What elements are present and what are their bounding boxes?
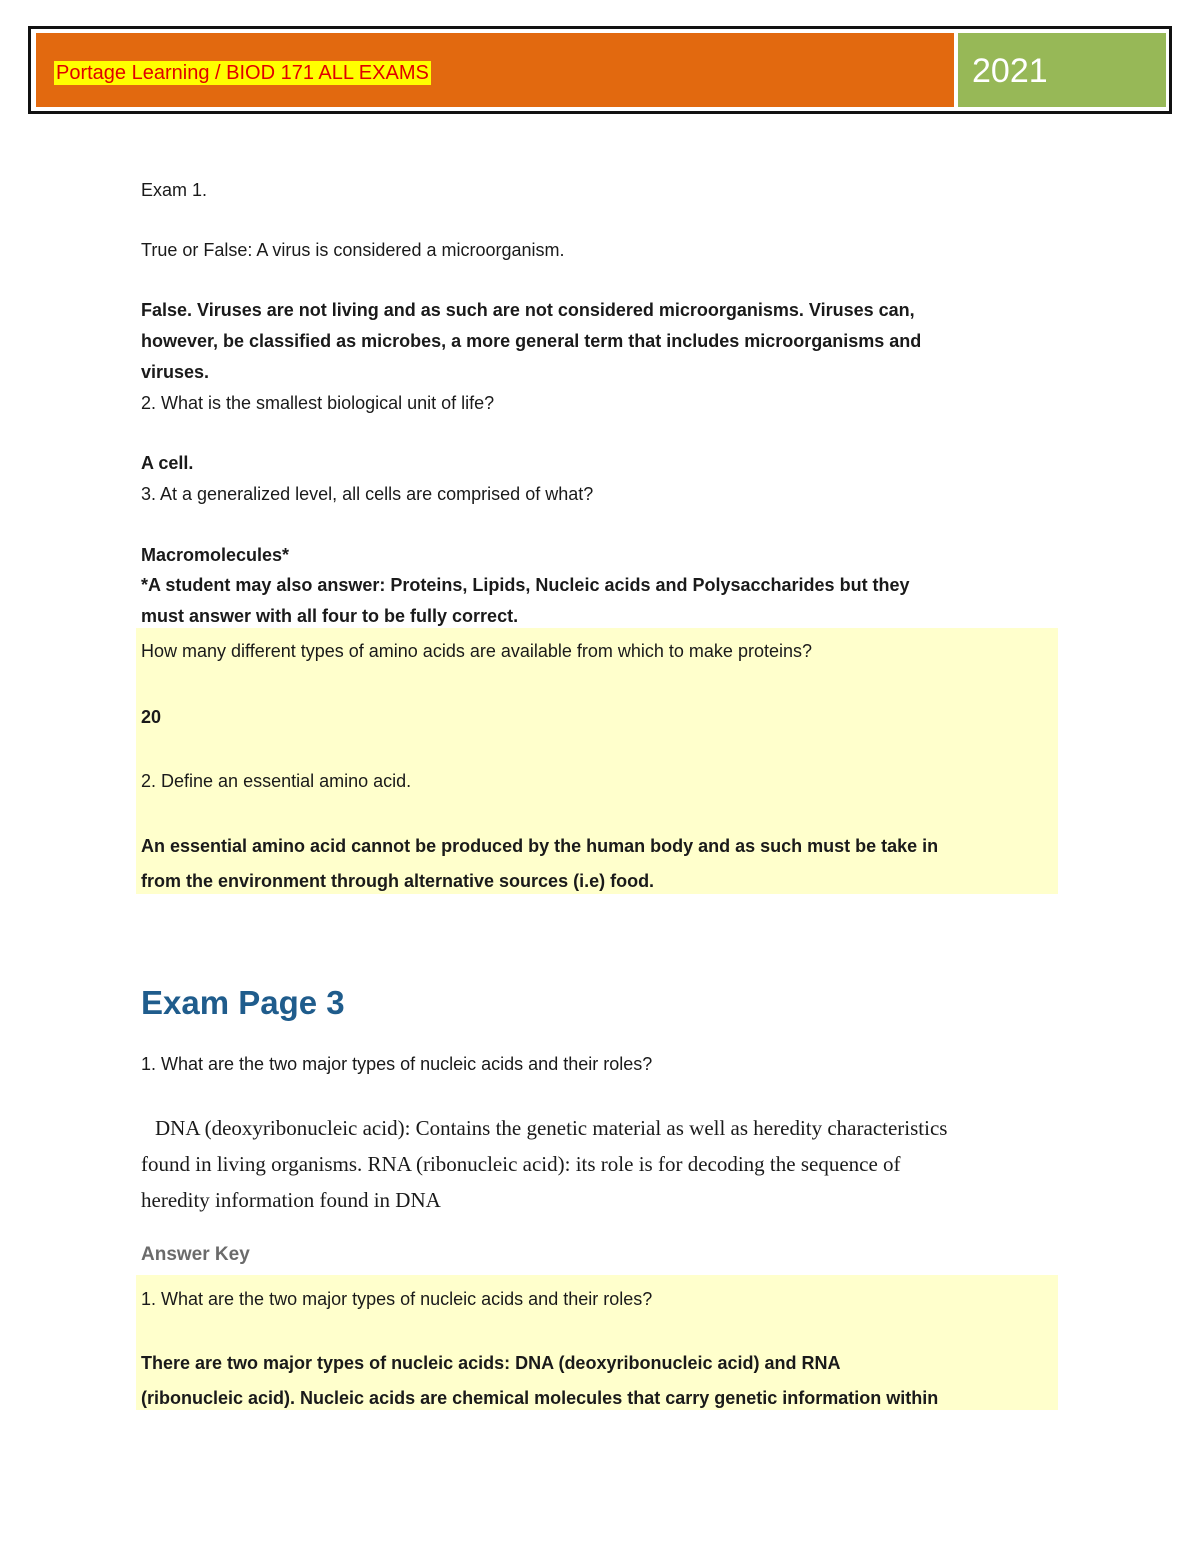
exam1-answer-3-note-line-2: must answer with all four to be fully correct. [141, 606, 519, 626]
answer-key-answer-line-2: (ribonucleic acid). Nucleic acids are chemical molecules that carry genetic information within [141, 1388, 939, 1408]
exam1-answer-3-note-line-1: *A student may also answer: Proteins, Lipids, Nucleic acids and Polysaccharides but they [141, 575, 910, 595]
answer-key-question-1: 1. What are the two major types of nucleic acids and their roles? [141, 1289, 653, 1309]
header-year-band [958, 33, 1166, 107]
exam1-answer-1-line-3: viruses. [141, 362, 210, 382]
exam2-question-1: How many different types of amino acids are available from which to make proteins? [141, 641, 812, 661]
exam1-question-1: True or False: A virus is considered a microorganism. [141, 240, 565, 260]
exam-page-3-heading: Exam Page 3 [141, 984, 345, 1021]
exam2-answer-2-line-1: An essential amino acid cannot be produced by the human body and as such must be take in [141, 836, 939, 856]
exam1-answer-2: A cell. [141, 453, 194, 473]
exam1-heading: Exam 1. [141, 180, 208, 200]
header-banner [28, 26, 1172, 114]
exam3-question-1: 1. What are the two major types of nucleic acids and their roles? [141, 1054, 653, 1074]
exam1-answer-1-line-2: however, be classified as microbes, a more general term that includes microorganisms and [141, 331, 922, 351]
answer-key-label: Answer Key [141, 1244, 250, 1265]
exam2-question-2: 2. Define an essential amino acid. [141, 771, 412, 791]
exam2-answer-2-line-2: from the environment through alternative sources (i.e) food. [141, 871, 655, 891]
exam1-question-3: 3. At a generalized level, all cells are comprised of what? [141, 484, 594, 504]
exam1-question-2: 2. What is the smallest biological unit of life? [141, 393, 495, 413]
exam3-student-answer-line-2: found in living organisms. RNA (ribonucleic acid): its role is for decoding the sequence of [141, 1152, 901, 1176]
exam2-answer-1: 20 [141, 707, 162, 727]
exam1-answer-1-line-1: False. Viruses are not living and as such are not considered microorganisms. Viruses can, [141, 300, 915, 320]
header-title-band [36, 33, 954, 107]
document-year: 2021 [972, 52, 1048, 90]
document-title: Portage Learning / BIOD 171 ALL EXAMS [56, 62, 429, 84]
exam3-student-answer-line-3: heredity information found in DNA [141, 1188, 441, 1212]
exam3-student-answer-line-1: DNA (deoxyribonucleic acid): Contains the genetic material as well as heredity characteristics [155, 1116, 948, 1140]
answer-key-answer-line-1: There are two major types of nucleic acids: DNA (deoxyribonucleic acid) and RNA [141, 1353, 841, 1373]
exam1-answer-3: Macromolecules* [141, 545, 290, 565]
